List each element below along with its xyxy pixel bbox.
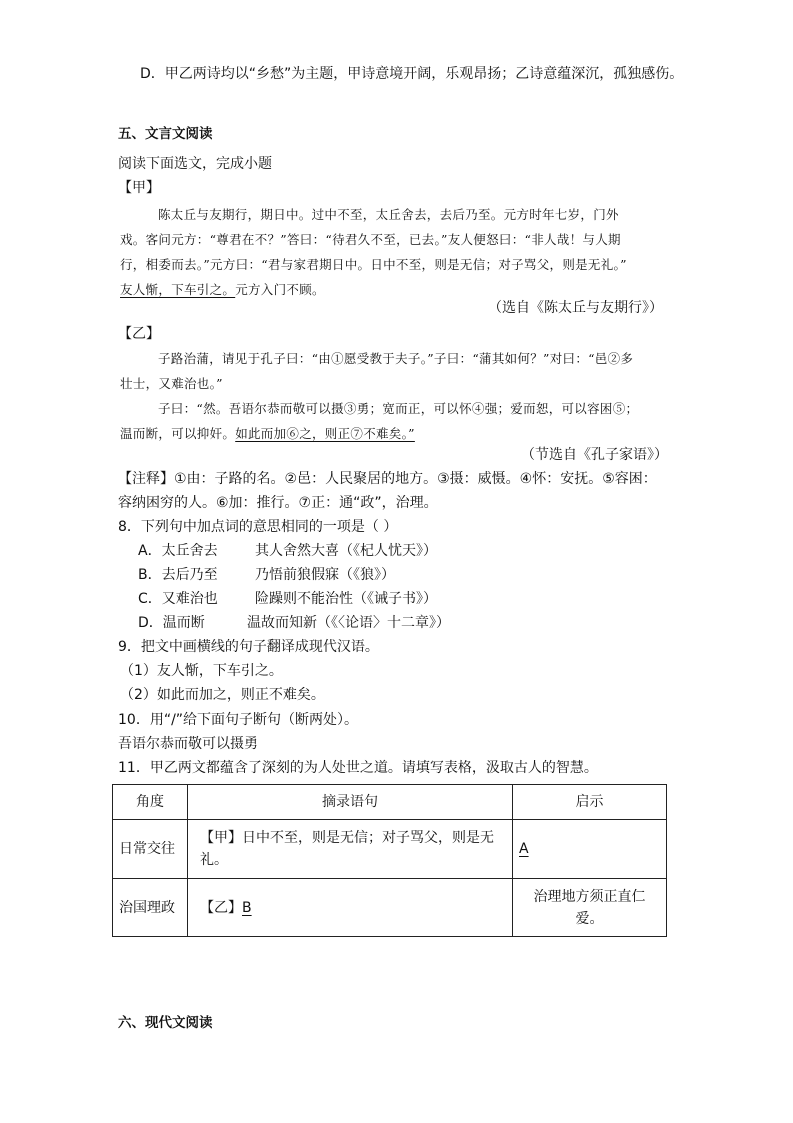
row1-quote-line2: 礼。: [200, 852, 228, 868]
question-11: 11．甲乙两文都蕴含了深刻的为人处世之道。请填写表格，汲取古人的智慧。: [118, 760, 598, 776]
q8-option-b: [138, 565, 395, 585]
yi-source: （节选自《孔子家语》）: [521, 447, 668, 463]
q8-option-c-right: 险躁则不能治性（《诫子书》）: [255, 591, 437, 607]
row1-angle: 日常交往: [113, 820, 188, 879]
jia-line-1: 陈太丘与友期行，期日中。过中不至，太丘舍去，去后乃至。元方时年七岁，门外: [158, 207, 619, 222]
yi-line-3: 子曰：“然。吾语尔恭而敬可以摄③勇；宽而正，可以怀④强；爱而恕，可以容困⑤；: [158, 401, 639, 416]
row1-insight[interactable]: [513, 820, 667, 879]
passage-jia-label: 【甲】: [118, 180, 160, 196]
q8-option-b-right: 乃悟前狼假寐（《狼》）: [255, 567, 395, 583]
q8-option-c-left: C．又难治也: [138, 591, 218, 607]
yi-line-4: [120, 424, 415, 444]
q8-option-b-left: B．去后乃至: [138, 567, 218, 583]
question-10: 10．用“/”给下面句子断句（断两处）。: [118, 712, 359, 728]
table-row: [113, 820, 667, 879]
yi-underlined-sentence: 如此而加⑥之，则正⑦不难矣。”: [235, 426, 415, 441]
question-9: 9．把文中画横线的句子翻译成现代汉语。: [118, 639, 379, 655]
row2-insight: [513, 879, 667, 937]
section5-title: 五、文言文阅读: [118, 126, 213, 142]
row2-angle: 治国理政: [113, 879, 188, 937]
row1-quote-line1: 【甲】日中不至，则是无信；对子骂父，则是无: [200, 830, 494, 846]
q10-sentence: 吾语尔恭而敬可以摄勇: [118, 736, 258, 752]
q8-option-a-left: A．太丘舍去: [138, 543, 218, 559]
row2-quote[interactable]: [188, 879, 513, 937]
q8-option-d-right: 温故而知新（《〈论语〉十二章》）: [247, 615, 450, 631]
q8-option-c: [138, 589, 437, 609]
yi-line-2: 壮士，又难治也。”: [120, 376, 223, 391]
table-header-row: [113, 785, 667, 820]
jia-line-4: [120, 280, 325, 300]
option-d: D．甲乙两诗均以“乡愁”为主题，甲诗意境开阔，乐观昂扬；乙诗意蕴深沉，孤独感伤。: [140, 66, 684, 82]
section6-title: 六、现代文阅读: [118, 1015, 213, 1031]
jia-line-2: 戏。客问元方：“尊君在不？”答曰：“待君久不至，已去。”友人便怒曰：“非人哉！与人期: [120, 232, 621, 247]
row2-quote-prefix: 【乙】: [200, 899, 242, 916]
yi-line-4-plain: 温而断，可以抑奸。: [120, 426, 236, 441]
q9-item-1: （1）友人惭，下车引之。: [120, 663, 283, 679]
q8-option-a: [138, 541, 437, 561]
q8-option-d: [138, 613, 450, 633]
q8-option-d-left: D．温而断: [138, 615, 205, 631]
table-row: [113, 879, 667, 937]
answer-table: [112, 784, 667, 937]
jia-line-4-rest: 元方入门不顾。: [235, 282, 325, 297]
row2-insight-line2: 爱。: [575, 910, 604, 927]
jia-underlined-sentence: 友人惭，下车引之。: [120, 282, 236, 297]
q8-option-a-right: 其人舍然大喜（《杞人忧天》）: [255, 543, 437, 559]
jia-line-3: 行，相委而去。”元方曰：“君与家君期日中。日中不至，则是无信；对子骂父，则是无礼。”: [120, 257, 627, 272]
blank-a[interactable]: A: [519, 841, 529, 857]
header-quote: 摘录语句: [188, 785, 513, 820]
q9-item-2: （2）如此而加之，则正不难矣。: [120, 687, 325, 703]
passage-yi-label: 【乙】: [118, 326, 160, 342]
question-8: 8．下列句中加点词的意思相同的一项是（ ）: [118, 519, 398, 535]
notes-line-2: 容纳困穷的人。⑥加：推行。⑦正：通“政”，治理。: [118, 495, 438, 511]
header-insight: 启示: [513, 785, 667, 820]
jia-source: （选自《陈太丘与友期行》）: [488, 300, 663, 316]
blank-b[interactable]: B: [242, 899, 252, 916]
header-angle: 角度: [113, 785, 188, 820]
yi-line-1: 子路治蒲，请见于孔子曰：“由①愿受教于夫子。”子曰：“蒲其如何？”对曰：“邑②多: [158, 351, 634, 366]
row2-insight-line1: 治理地方须正直仁: [533, 888, 646, 905]
instruction: 阅读下面选文，完成小题: [118, 156, 272, 172]
notes-line-1: 【注释】①由：子路的名。②邑：人民聚居的地方。③摄：威慑。④怀：安抚。⑤容困：: [118, 471, 657, 487]
row1-quote: [188, 820, 513, 879]
